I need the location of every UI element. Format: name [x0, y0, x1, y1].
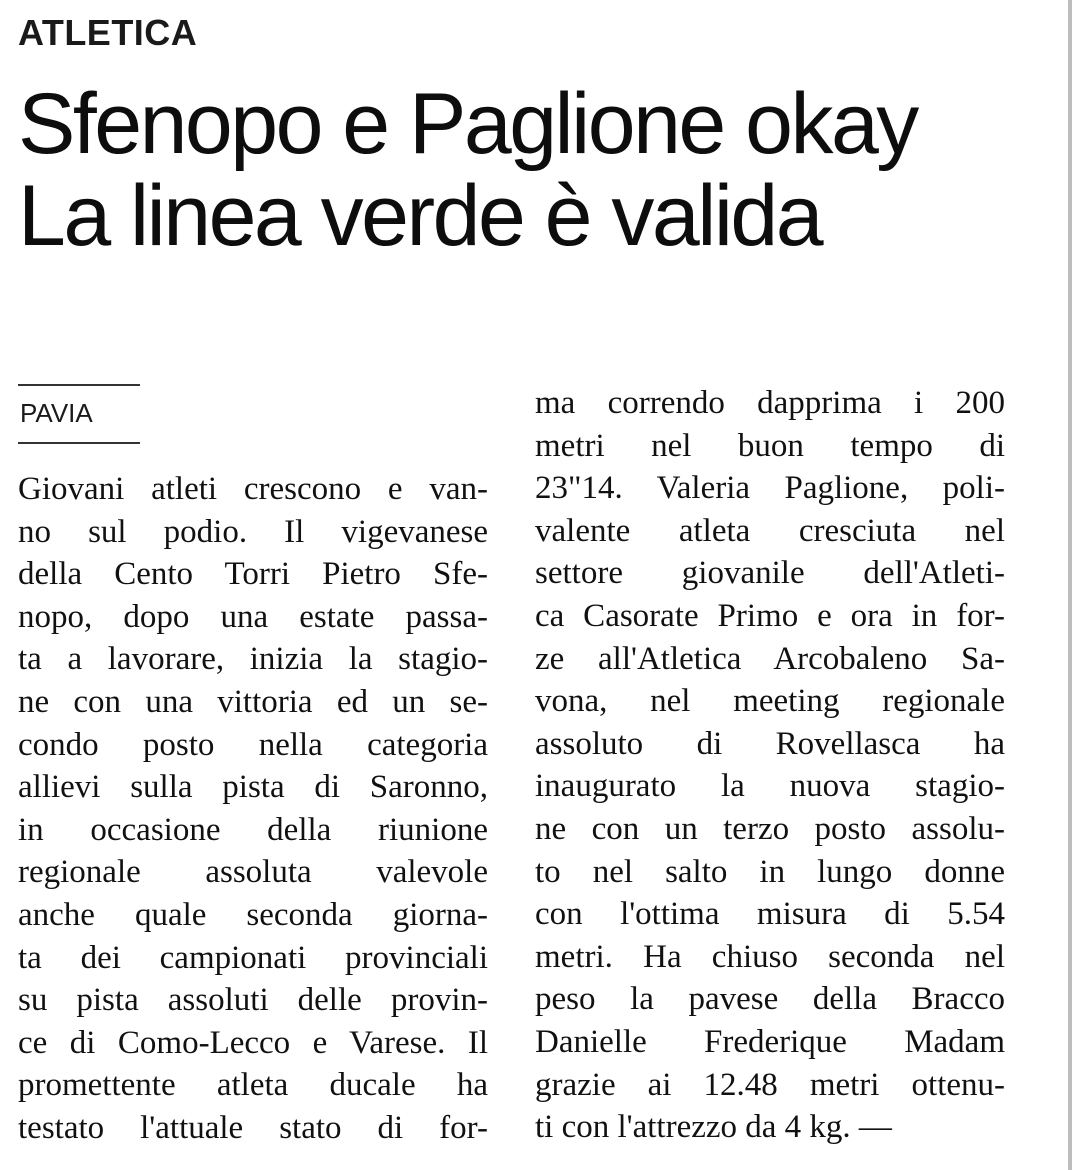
text-line: Giovani atleti crescono e van-	[18, 471, 488, 507]
text-line: testato l'attuale stato di for-	[18, 1109, 488, 1146]
dateline: PAVIA	[20, 398, 93, 428]
text-line: ma correndo dapprima i 200	[535, 385, 1005, 421]
text-line: ca Casorate Primo e ora in for-	[535, 597, 1005, 634]
text-line: ta a lavorare, inizia la stagio-	[18, 641, 488, 678]
text-line: allievi sulla pista di Saronno,	[18, 769, 488, 806]
byline-rule-bottom	[18, 442, 140, 444]
text-line: condo posto nella categoria	[18, 726, 488, 763]
page-edge-shadow	[1068, 0, 1072, 1170]
text-line: anche quale seconda giorna-	[18, 896, 488, 933]
text-line: metri nel buon tempo di	[535, 427, 1005, 464]
text-line: valente atleta cresciuta nel	[535, 512, 1005, 549]
text-line: con l'ottima misura di 5.54	[535, 896, 1005, 933]
text-line: nopo, dopo una estate passa-	[18, 598, 488, 635]
text-line: ne con una vittoria ed un se-	[18, 683, 488, 720]
text-line: grazie ai 12.48 metri ottenu-	[535, 1066, 1005, 1103]
headline-line-1: Sfenopo e Paglione okay	[18, 76, 917, 172]
text-line: peso la pavese della Bracco	[535, 981, 1005, 1018]
article-column-right	[535, 382, 1005, 1152]
text-line: ze all'Atletica Arcobaleno Sa-	[535, 640, 1005, 677]
text-line: 23"14. Valeria Paglione, poli-	[535, 470, 1005, 507]
article-column-left	[18, 468, 488, 1152]
text-line: ta dei campionati provinciali	[18, 939, 488, 976]
section-label: ATLETICA	[18, 12, 198, 53]
text-line: in occasione della riunione	[18, 811, 488, 848]
text-line: della Cento Torri Pietro Sfe-	[18, 556, 488, 593]
text-line: ce di Como-Lecco e Varese. Il	[18, 1024, 488, 1061]
text-line: inaugurato la nuova stagio-	[535, 768, 1005, 805]
headline	[18, 78, 1058, 262]
text-line: to nel salto in lungo donne	[535, 853, 1005, 890]
text-line: ti con l'attrezzo da 4 kg. —	[535, 1109, 892, 1146]
text-line: ne con un terzo posto assolu-	[535, 810, 1005, 847]
headline-line-2: La linea verde è valida	[18, 168, 822, 264]
text-line: su pista assoluti delle provin-	[18, 982, 488, 1019]
text-line: assoluto di Rovellasca ha	[535, 725, 1005, 762]
text-line: Danielle Frederique Madam	[535, 1023, 1005, 1060]
byline-block	[18, 384, 140, 444]
text-line: vona, nel meeting regionale	[535, 683, 1005, 720]
text-line: promettente atleta ducale ha	[18, 1067, 488, 1104]
text-line: metri. Ha chiuso seconda nel	[535, 938, 1005, 975]
text-line: no sul podio. Il vigevanese	[18, 513, 488, 550]
text-line: settore giovanile dell'Atleti-	[535, 555, 1005, 592]
text-line: regionale assoluta valevole	[18, 854, 488, 891]
